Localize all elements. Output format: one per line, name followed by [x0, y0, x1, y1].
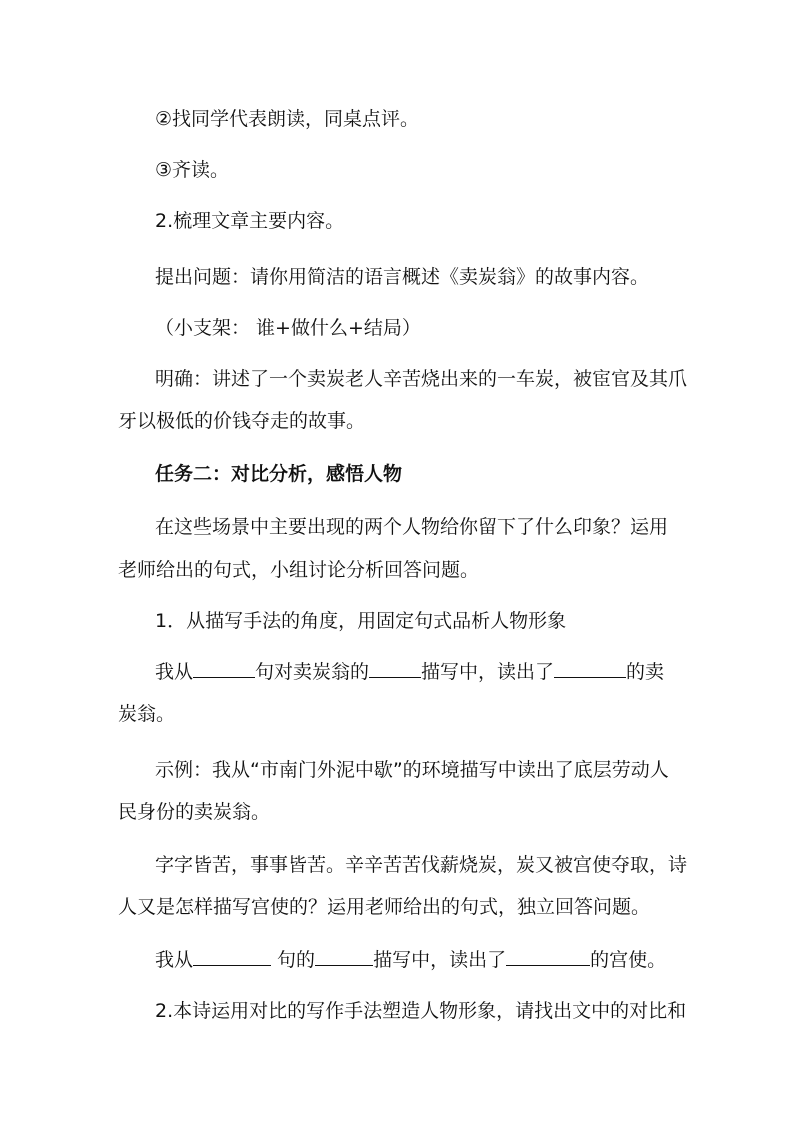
answer-line-2: 牙以极低的价钱夺走的故事。 [118, 410, 366, 432]
question-text: 提出问题：请你用简洁的语言概述《卖炭翁》的故事内容。 [155, 266, 650, 288]
fill1-part-1: 我从 [155, 661, 194, 683]
blank-line [506, 947, 590, 966]
example-line-2: 民身份的卖炭翁。 [118, 801, 271, 823]
task-intro-line-1: 在这些场景中主要出现的两个人物给你留下了什么印象？运用 [155, 516, 669, 538]
fill2-part-4: 的宫使。 [590, 949, 667, 971]
scaffold-hint: （小支架： 谁+做什么+结局） [155, 317, 421, 339]
fill1-part-4: 的卖 [626, 661, 665, 683]
task-two-heading: 任务二：对比分析，感悟人物 [155, 463, 403, 485]
transition-line-2: 人又是怎样描写宫使的？运用老师给出的句式，独立回答问题。 [118, 896, 651, 918]
transition-line-1: 字字皆苦，事事皆苦。辛辛苦苦伐薪烧炭，炭又被宫使夺取，诗 [155, 854, 688, 876]
question-contrast-line: 2.本诗运用对比的写作手法塑造人物形象，请找出文中的对比和 [155, 1000, 687, 1022]
fill-in-sentence-2 [155, 947, 666, 973]
task-intro-line-2: 老师给出的句式，小组讨论分析回答问题。 [118, 559, 480, 581]
blank-line [193, 659, 255, 678]
example-line-1: 示例：我从“市南门外泥中歇”的环境描写中读出了底层劳动人 [155, 759, 669, 781]
blank-line [554, 659, 626, 678]
fill2-part-3: 描写中，读出了 [373, 949, 507, 971]
blank-line [193, 947, 271, 966]
sub-heading-description-method: 1．从描写手法的角度，用固定句式品析人物形象 [155, 610, 567, 632]
fill1-part-2: 句对卖炭翁的 [255, 661, 370, 683]
step-read-aloud: ②找同学代表朗读，同桌点评。 [155, 108, 420, 130]
section-heading-main-content: 2.梳理文章主要内容。 [155, 210, 345, 232]
fill1-part-3: 描写中，读出了 [421, 661, 555, 683]
blank-line [315, 947, 373, 966]
step-read-together: ③齐读。 [155, 159, 230, 181]
fill-in-sentence-1 [155, 659, 664, 685]
fill2-part-2: 句的 [271, 949, 316, 971]
fill-in-sentence-1-continued: 炭翁。 [118, 703, 176, 725]
answer-line-1: 明确：讲述了一个卖炭老人辛苦烧出来的一车炭，被宦官及其爪 [155, 368, 688, 390]
fill2-part-1: 我从 [155, 949, 194, 971]
blank-line [369, 659, 421, 678]
